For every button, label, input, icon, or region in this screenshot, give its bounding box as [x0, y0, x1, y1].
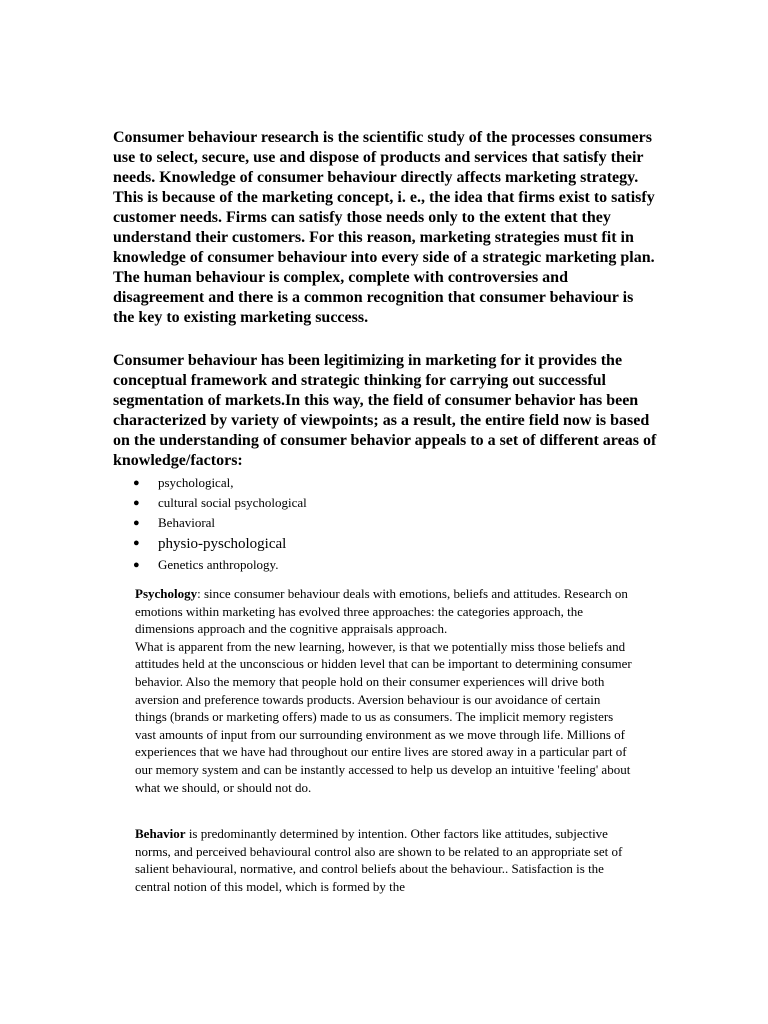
psychology-text-1: : since consumer behaviour deals with emotions, beliefs and attitudes. Research on emotions within marketing has evolved three approaches: the categories approach, the dimensions approach and the cognitive appraisals approach.	[135, 586, 628, 637]
legitimizing-paragraph: Consumer behaviour has been legitimizing in marketing for it provides the conceptual framework and strategic thinking for carrying out successful segmentation of markets.In this way, the field of consumer behavior has been characterized by variety of viewpoints; as a result, the entire field now is based on the understanding of consumer behavior appeals to a set of different areas of knowledge/factors:	[113, 352, 657, 469]
behavior-text: is predominantly determined by intention. Other factors like attitudes, subjective norms, and perceived behavioural control also are shown to be related to an appropriate set of salient behavioural, normative, and control beliefs about the behaviour.. Satisfaction is the central notion of this model, which is formed by the	[135, 826, 623, 894]
list-item	[133, 555, 307, 575]
bullet-icon: ●	[133, 517, 140, 529]
list-item	[133, 473, 307, 493]
list-item	[133, 493, 307, 513]
list-item	[133, 533, 307, 555]
list-item-label: cultural social psychological	[158, 495, 307, 510]
psychology-text-2: What is apparent from the new learning, however, is that we potentially miss those beliefs and attitudes held at the unconscious or hidden level that can be important to determining consumer behavior. Also the memory that people hold on their consumer experiences will drive both aversion and preference towards products. Aversion behaviour is our avoidance of certain things (brands or marketing offers) made to us as consumers. The implicit memory registers vast amounts of input from our surrounding environment as we move through life. Millions of experiences that we have had throughout our entire lives are stored away in a particular part of our memory system and can be instantly accessed to help us develop an intuitive 'feeling' about what we should, or should not do.	[135, 638, 632, 795]
list-item	[133, 513, 307, 533]
list-item-label: Genetics anthropology.	[158, 557, 279, 572]
psychology-paragraph	[135, 585, 635, 796]
behavior-term: Behavior	[135, 826, 186, 841]
bullet-icon: ●	[133, 477, 140, 489]
list-item-label: psychological,	[158, 475, 234, 490]
intro-paragraph: Consumer behaviour research is the scientific study of the processes consumers use to select, secure, use and dispose of products and services that satisfy their needs. Knowledge of consumer behaviour directly affects marketing strategy. This is because of the marketing concept, i. e., the idea that firms exist to satisfy customer needs. Firms can satisfy those needs only to the extent that they understand their customers. For this reason, marketing strategies must fit in knowledge of consumer behaviour into every side of a strategic marketing plan. The human behaviour is complex, complete with controversies and disagreement and there is a common recognition that consumer behaviour is the key to existing marketing success.	[113, 129, 655, 326]
psychology-term: Psychology	[135, 586, 198, 601]
list-item-label: Behavioral	[158, 515, 216, 530]
bullet-icon: ●	[133, 559, 140, 571]
factors-list	[133, 473, 307, 575]
behavior-paragraph	[135, 825, 635, 895]
list-item-label: physio-pyschological	[158, 536, 287, 552]
bullet-icon: ●	[133, 537, 140, 549]
bullet-icon: ●	[133, 497, 140, 509]
